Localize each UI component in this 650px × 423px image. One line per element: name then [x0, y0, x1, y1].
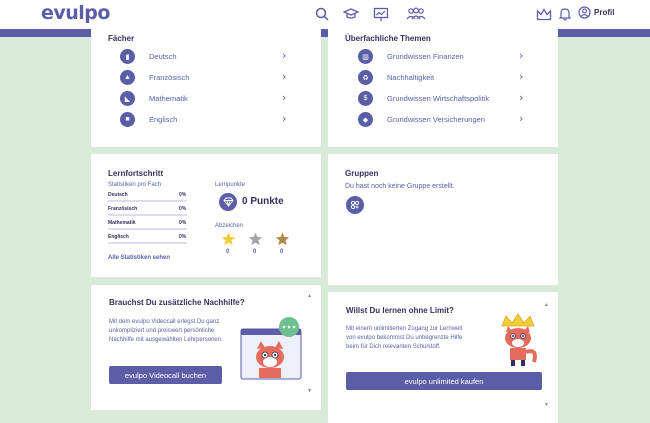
- unlimited-card: [328, 292, 558, 423]
- points-value: 0 Punkte: [242, 196, 284, 207]
- subject-item-deutsch[interactable]: [120, 49, 177, 64]
- chevron-right-icon[interactable]: ›: [282, 112, 287, 125]
- ruler-triangle-icon: ◣: [120, 91, 135, 106]
- chevron-right-icon[interactable]: ›: [519, 112, 524, 125]
- gruppen-card: [328, 154, 558, 285]
- progress-bar: [108, 214, 187, 216]
- bronze-badge-count: 0: [280, 249, 284, 255]
- stats-subtitle: Statistiken pro Fach: [108, 182, 162, 188]
- videocall-book-button[interactable]: evulpo Videocall buchen: [109, 366, 222, 384]
- gruppen-empty-text: Du hast noch keine Gruppe erstellt.: [345, 183, 455, 190]
- chevron-right-icon[interactable]: ›: [519, 49, 524, 62]
- nachhilfe-title: Brauchst Du zusätzliche Nachhilfe?: [109, 298, 245, 307]
- community-icon[interactable]: [405, 5, 427, 23]
- graduation-cap-icon[interactable]: [342, 5, 360, 23]
- nachhilfe-text: Mit dem evulpo Videocall erlegst Du ganz unkompliziert und preiswert persönliche Nachhilfe mit ausgewählten Lehrpersonen.: [109, 319, 223, 343]
- stat-value-mathematik: 0%: [179, 220, 187, 226]
- faecher-title: Fächer: [108, 34, 135, 43]
- presentation-board-icon[interactable]: [372, 5, 390, 23]
- chevron-right-icon[interactable]: ›: [282, 49, 287, 62]
- topic-item-wirtschaftspolitik[interactable]: [358, 91, 489, 106]
- chevron-right-icon[interactable]: ›: [519, 70, 524, 83]
- topic-label: Grundwissen Versicherungen: [387, 115, 485, 124]
- unlimited-buy-button[interactable]: evulpo unlimited kaufen: [346, 372, 542, 390]
- profile-label: Profil: [594, 8, 615, 17]
- progress-bar: [108, 228, 187, 230]
- user-avatar-icon: [578, 6, 591, 19]
- diamond-icon: [219, 193, 237, 211]
- themen-card: [328, 29, 558, 147]
- themen-title: Überfachliche Themen: [345, 34, 431, 43]
- gruppen-title: Gruppen: [345, 169, 379, 178]
- stat-label-mathematik: Mathematik: [108, 220, 136, 226]
- chevron-right-icon[interactable]: ›: [519, 91, 524, 104]
- add-group-button[interactable]: [346, 196, 364, 214]
- chevron-right-icon[interactable]: ›: [282, 91, 287, 104]
- gold-badge-count: 0: [226, 249, 230, 255]
- topic-label: Nachhaltigkeit: [387, 73, 435, 82]
- topic-label: Grundwissen Wirtschaftspolitik: [387, 94, 490, 103]
- unlimited-text: Mit einem unlimitierten Zugang zur Lernwelt von evulpo bekommst Du unbegrenzte Hilfe beim für Dich relevanten Schulstoff.: [346, 326, 463, 350]
- subject-label: Englisch: [149, 115, 178, 124]
- book-icon: ▮: [120, 49, 135, 64]
- progress-bar: [108, 200, 187, 202]
- topic-item-versicherungen[interactable]: [358, 112, 485, 127]
- badges-label: Abzeichen: [215, 223, 244, 229]
- subject-item-mathematik[interactable]: [120, 91, 188, 106]
- stat-label-deutsch: Deutsch: [108, 192, 128, 198]
- progress-bar: [108, 242, 187, 244]
- stat-label-englisch: Englisch: [108, 234, 129, 240]
- scroll-up-icon[interactable]: ▲: [307, 293, 312, 299]
- crown-icon[interactable]: [535, 5, 553, 23]
- subject-item-franzoesisch[interactable]: [120, 70, 189, 85]
- stat-value-deutsch: 0%: [179, 192, 187, 198]
- chevron-right-icon[interactable]: ›: [282, 70, 287, 83]
- add-group-icon: [350, 200, 360, 210]
- silver-badge-count: 0: [253, 249, 257, 255]
- notification-bell-icon[interactable]: [556, 5, 574, 23]
- subject-label: Mathematik: [149, 94, 188, 103]
- profile-menu[interactable]: [578, 6, 614, 19]
- unlimited-title: Willst Du lernen ohne Limit?: [346, 306, 454, 315]
- top-navigation-bar: [0, 0, 650, 29]
- search-icon[interactable]: [313, 5, 331, 23]
- topic-item-nachhaltigkeit[interactable]: [358, 70, 434, 85]
- fox-videocall-illustration: [237, 315, 312, 394]
- evulpo-logo[interactable]: evulpo: [41, 2, 110, 24]
- economy-icon: $: [358, 91, 373, 106]
- subject-item-englisch[interactable]: [120, 112, 177, 127]
- subject-label: Französisch: [149, 73, 190, 82]
- shield-icon: ◆: [358, 112, 373, 127]
- stat-label-franzoesisch: Französisch: [108, 206, 138, 212]
- points-label: Lernpunkte: [215, 182, 246, 188]
- scroll-down-icon[interactable]: ▼: [307, 388, 312, 394]
- stat-value-englisch: 0%: [179, 234, 187, 240]
- scroll-up-icon[interactable]: ▲: [544, 302, 549, 308]
- recycle-icon: ♻: [358, 70, 373, 85]
- topic-item-finanzen[interactable]: [358, 49, 464, 64]
- lernfortschritt-title: Lernfortschritt: [108, 169, 164, 178]
- subject-label: Deutsch: [149, 52, 177, 61]
- faecher-card: [91, 29, 321, 147]
- lernfortschritt-card: [91, 154, 321, 277]
- eiffel-tower-icon: ▲: [120, 70, 135, 85]
- chart-icon: ▥: [358, 49, 373, 64]
- stat-value-franzoesisch: 0%: [179, 206, 187, 212]
- nachhilfe-card: [91, 285, 321, 410]
- all-stats-link[interactable]: Alle Statistiken sehen: [108, 255, 171, 261]
- scroll-down-icon[interactable]: ▼: [544, 402, 549, 408]
- fox-king-illustration: [492, 312, 544, 373]
- bus-icon: ■: [120, 112, 135, 127]
- topic-label: Grundwissen Finanzen: [387, 52, 464, 61]
